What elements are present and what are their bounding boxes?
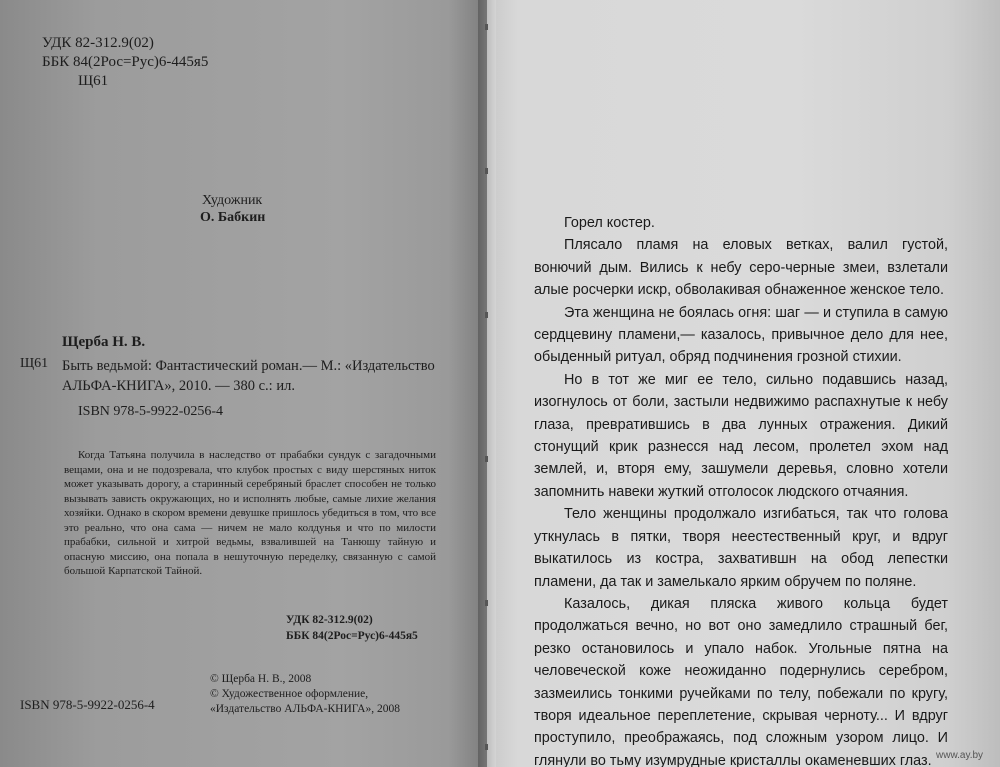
- copyright-publisher: «Издательство АЛЬФА-КНИГА», 2008: [210, 703, 400, 715]
- illustrator-name: О. Бабкин: [200, 210, 266, 225]
- copyright-art: © Художественное оформление,: [210, 688, 369, 700]
- binding-stitch: [485, 744, 488, 750]
- udk-code: УДК 82-312.9(02): [42, 35, 154, 51]
- annotation: Когда Татьяна получила в наследство от прабабки сундук с загадочными вещами, она и не подозревала, что клубок простых с виду шерстяных ниток может указывать дорогу, а старинный серебряный браслет способен не только вызывать зависть окружающих, но и исполнять любые, самые лихие желания хозяйки. Однако в скором времени девушке пришлось убедиться в том, что все это реально, что она сама — ничем не мало колдунья и что по милости прабабки, сильной и хитрой ведьмы, взвалившей на Танюшу тайную и опасную миссию, она попала в нешуточную переделку, связанную с самой большой Карпатской Тайной.: [64, 449, 436, 577]
- bbk-code: ББК 84(2Рос=Рус)6-445я5: [42, 54, 209, 70]
- binding-stitch: [485, 312, 488, 318]
- illustrator-label: Художник: [202, 193, 263, 208]
- story-paragraph: Но в тот же миг ее тело, сильно подавшись назад, изогнулось от боли, застыли недвижимо распахнутые к небу глаза, превратившись в два лунных отражения. Дикий стонущий крик разнесся над лесом, пролетел эхом над землей, и, вторя ему, зашумели деревья, словно хотели запомнить навеки жуткий отголосок людского отчаяния.: [534, 371, 948, 500]
- binding-stitch: [485, 168, 488, 174]
- isbn-main: ISBN 978-5-9922-0256-4: [78, 404, 224, 419]
- story-paragraph: Эта женщина не боялась огня: шаг — и ступила в самую сердцевину пламени,— казалось, привычное дело для нее, обыденный ритуал, обряд подчинения грозной стихии.: [534, 304, 948, 366]
- book-gutter: [478, 0, 496, 767]
- author-heading: Щерба Н. В.: [62, 334, 146, 350]
- binding-stitch: [485, 24, 488, 30]
- bbk-bottom: ББК 84(2Рос=Рус)6-445я5: [286, 630, 418, 642]
- watermark: www.ay.by: [936, 750, 984, 761]
- story-paragraph: Плясало пламя на еловых ветках, валил густой, вонючий дым. Вились к небу серо-черные змеи, взлетали алые росчерки искр, обволакивая обнаженное женское тело.: [534, 237, 948, 299]
- isbn-bottom: ISBN 978-5-9922-0256-4: [20, 697, 155, 712]
- author-sign-code: Щ61: [20, 356, 49, 371]
- udk-bottom: УДК 82-312.9(02): [286, 614, 373, 626]
- left-page: [0, 0, 487, 767]
- binding-stitch: [485, 456, 488, 462]
- bibliographic-description: Быть ведьмой: Фантастический роман.— М.: «Издательство АЛЬФА-КНИГА», 2010. — 380 с.: ил.: [62, 358, 435, 394]
- story-text: [534, 212, 948, 767]
- story-paragraph: Казалось, дикая пляска живого кольца будет продолжаться вечно, но вот оно замедлило страшный бег, резко остановилось и упало набок. Угольные пятна на человеческой коже неожиданно подернулись серебром, зазмеились тонкими ручейками по телу, побежали по кругу, творя идеальное переплетение, скрывая черноту... И вдруг проступило, преображаясь, под сложным узором лицо. И глянули во тьму изумрудные кристаллы окаменевших глаз.: [534, 595, 948, 767]
- copyright-author: © Щерба Н. В., 2008: [210, 673, 312, 685]
- binding-stitch: [485, 600, 488, 606]
- story-paragraph: Тело женщины продолжало изгибаться, так что голова уткнулась в пятки, творя неестественный круг, и вдруг выкатилось из костра, захватившн на обод лепестки пламени, да так и замелькало ярким обручем по поляне.: [534, 506, 948, 590]
- story-paragraph: Горел костер.: [564, 215, 655, 231]
- author-sign: Щ61: [78, 73, 109, 89]
